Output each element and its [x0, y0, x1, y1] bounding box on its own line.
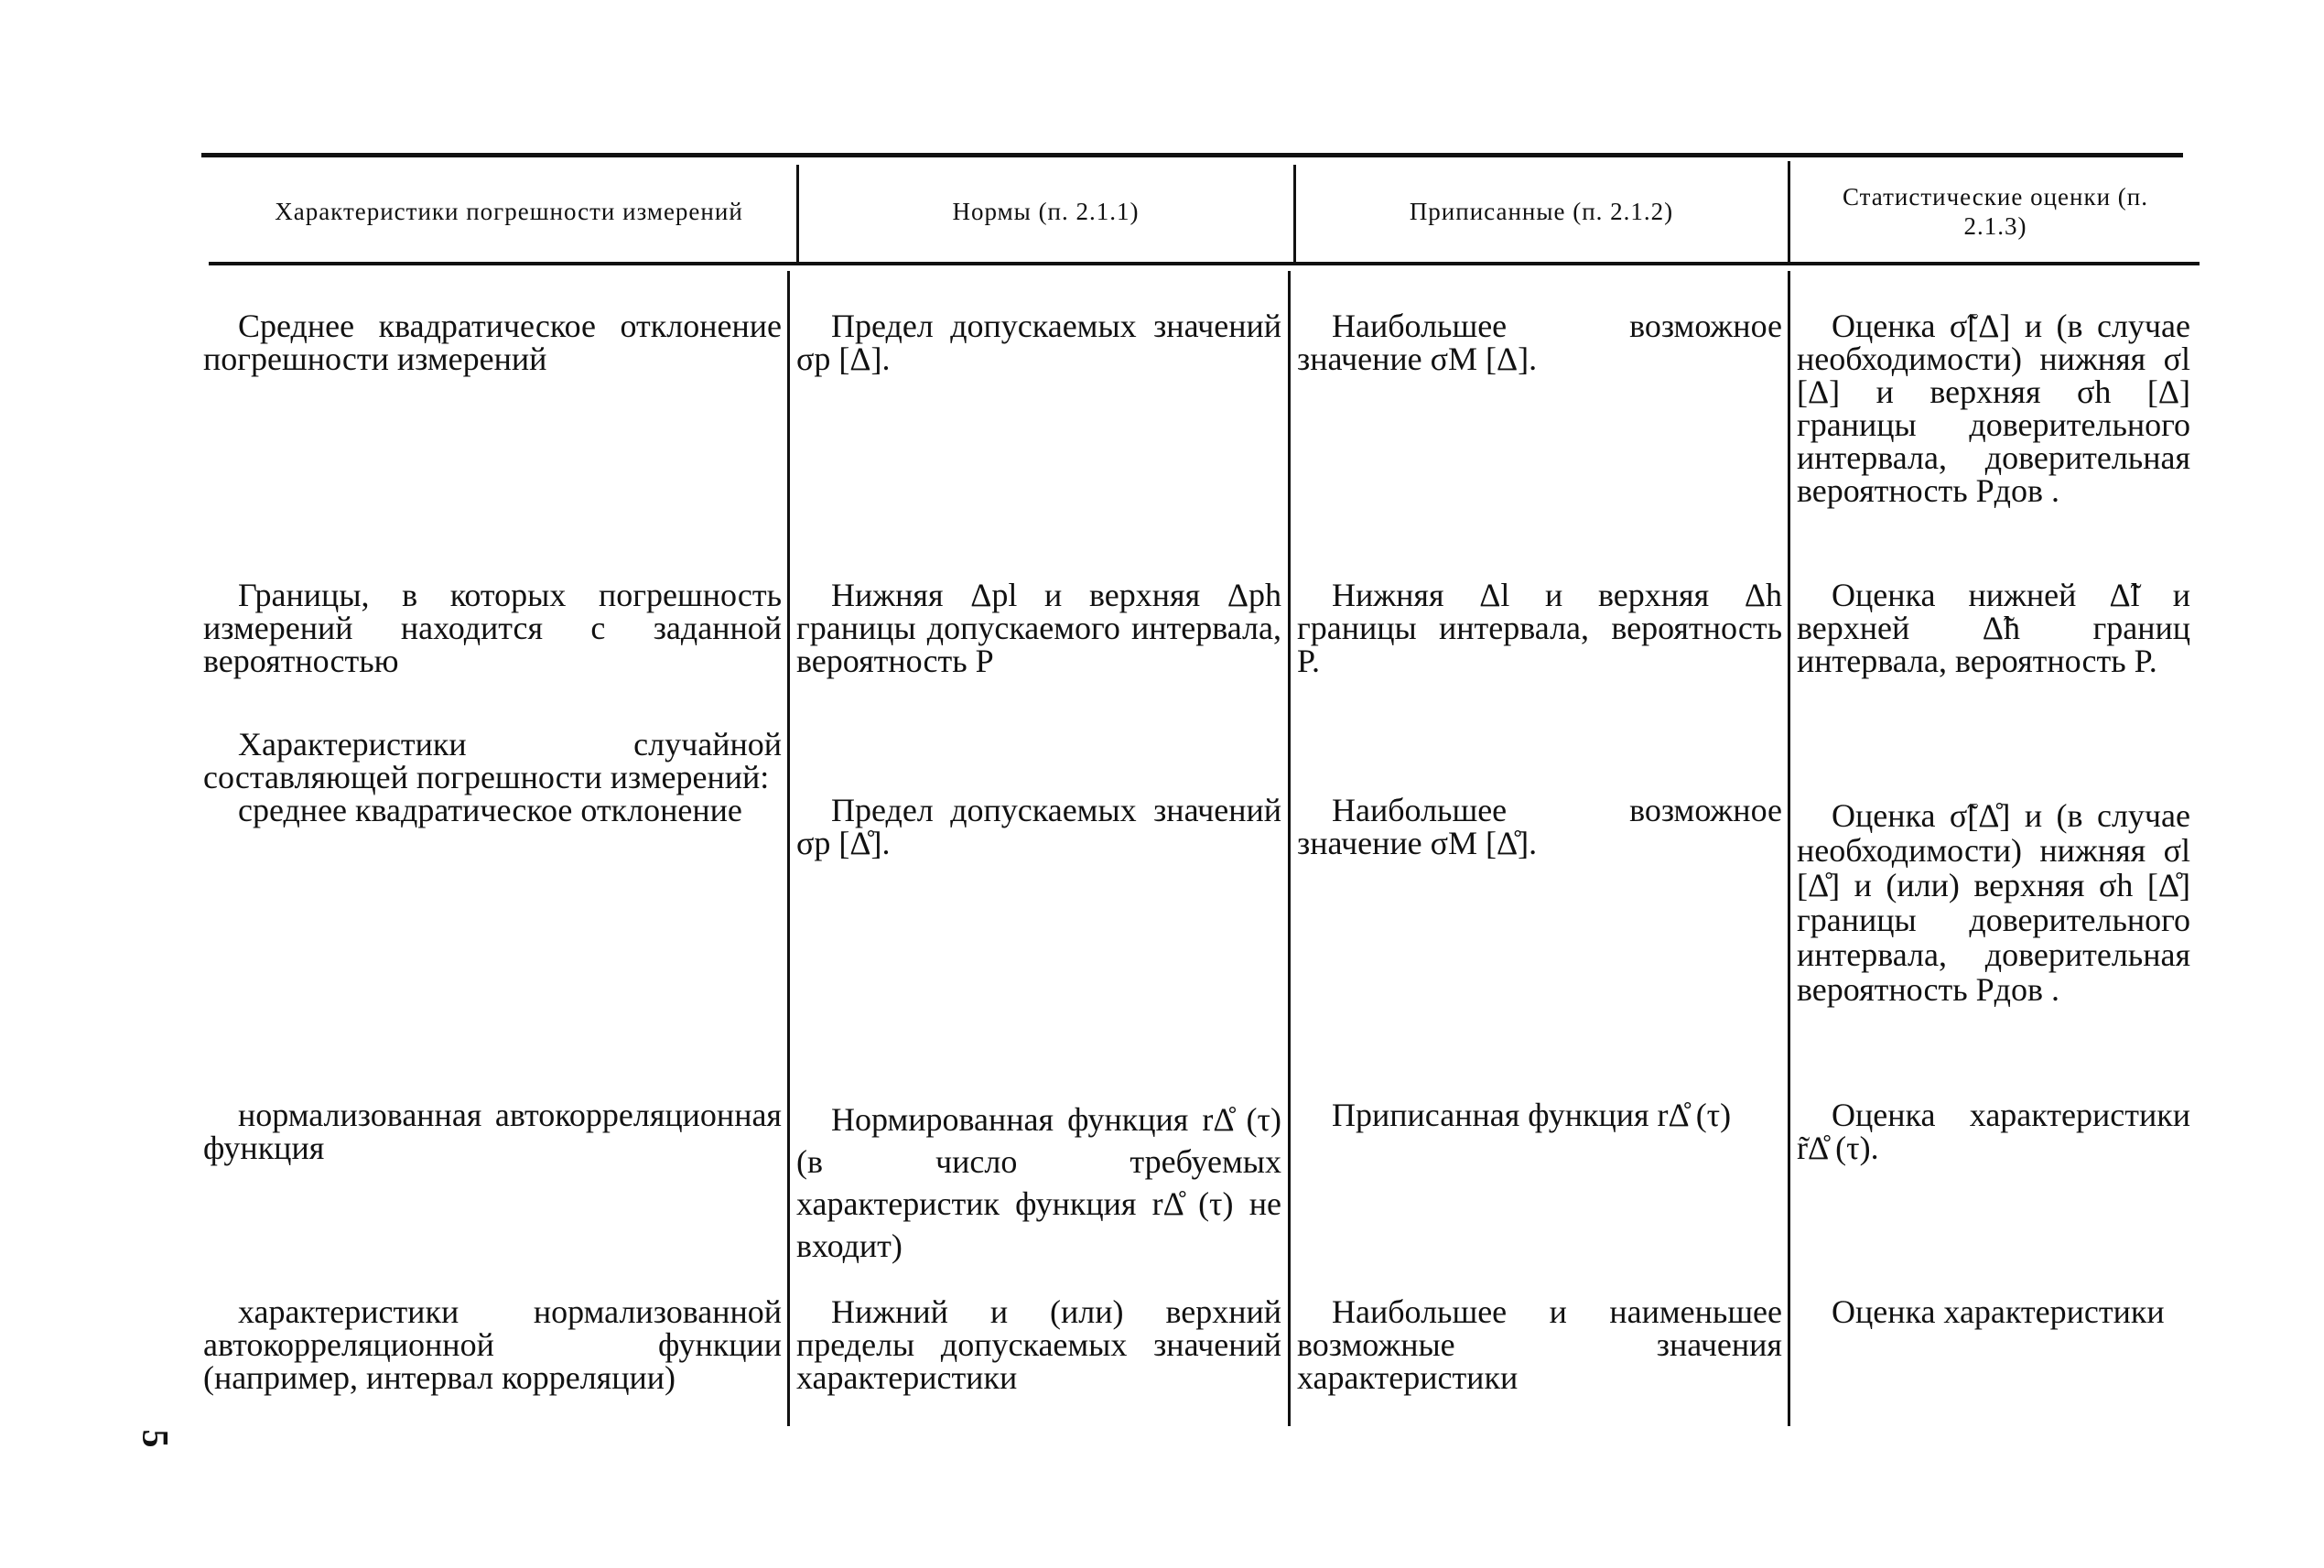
- cell-text: Наибольшее возможное значение σM [Δ̊].: [1297, 792, 1782, 861]
- table-cell: [203, 1295, 782, 1394]
- cell-text: Оценка σ̃[Δ] и (в случае необходимости) нижняя σl [Δ] и верхняя σh [Δ] границы доверительного интервала, доверительная вероятность Pдов .: [1797, 308, 2190, 509]
- table-cell: [1297, 579, 1782, 677]
- column-divider: [787, 271, 790, 1426]
- table-cell: [796, 309, 1281, 375]
- cell-text: Предел допускаемых значений σp [Δ̊].: [796, 792, 1281, 861]
- table-cell: [1297, 309, 1782, 375]
- table-cell: [203, 309, 782, 375]
- header-norms: [801, 163, 1291, 260]
- column-divider: [1288, 271, 1291, 1426]
- cell-title: Характеристики случайной составляющей погрешности измерений:: [203, 726, 782, 795]
- header-label: Характеристики погрешности измерений: [275, 198, 743, 225]
- table-cell: [796, 1295, 1281, 1394]
- cell-text: Наибольшее возможное значение σM [Δ].: [1297, 308, 1782, 377]
- table-cell: [796, 1098, 1281, 1267]
- header-label: Статистические оценки (п. 2.1.3): [1843, 183, 2148, 240]
- table-cell: [1797, 579, 2190, 677]
- cell-text: Приписанная функция rΔ̊ (τ): [1332, 1097, 1732, 1133]
- cell-text: Нормированная функция rΔ̊ (τ) (в число требуемых характеристик функция rΔ̊ (τ) не входит): [796, 1101, 1281, 1264]
- cell-text: Нижняя Δpl и верхняя Δph границы допускаемого интервала, вероятность P: [796, 577, 1281, 679]
- table-cell: [1297, 794, 1782, 860]
- cell-text: Границы, в которых погрешность измерений находится с заданной вероятностью: [203, 577, 782, 679]
- cell-text: Нижний и (или) верхний пределы допускаемых значений характеристики: [796, 1293, 1281, 1396]
- cell-text: Оценка характеристики: [1832, 1293, 2165, 1330]
- table-cell: [796, 579, 1281, 677]
- table-cell: [1797, 309, 2190, 507]
- table-cell: [1297, 1098, 1782, 1131]
- column-divider: [1788, 271, 1790, 1426]
- header-label: Нормы (п. 2.1.1): [952, 198, 1140, 225]
- column-divider: [796, 165, 799, 262]
- header-label: Приписанные (п. 2.1.2): [1409, 198, 1674, 225]
- table-cell: [1297, 1295, 1782, 1394]
- table-cell: [1797, 1295, 2190, 1328]
- header-assigned: [1298, 163, 1785, 260]
- column-divider: [1788, 161, 1790, 262]
- cell-text: Предел допускаемых значений σp [Δ].: [796, 308, 1281, 377]
- cell-text: среднее квадратическое отклонение: [238, 792, 742, 828]
- cell-text: Нижняя Δl и верхняя Δh границы интервала, вероятность P.: [1297, 577, 1782, 679]
- table-cell: [1797, 798, 2190, 1007]
- table-cell: [203, 728, 782, 827]
- cell-text: нормализованная автокорреляционная функция: [203, 1097, 782, 1166]
- table-cell: [1797, 1098, 2190, 1164]
- column-divider: [1293, 165, 1296, 262]
- cell-text: Оценка нижней Δ̃l и верхней Δ̃h границ интервала, вероятность P.: [1797, 577, 2190, 679]
- header-statistical: [1821, 163, 2169, 260]
- table-header-rule: [209, 262, 2200, 265]
- table-top-rule: [201, 153, 2183, 157]
- cell-text: Оценка σ̃[Δ̊] и (в случае необходимости) нижняя σl [Δ̊] и (или) верхняя σh [Δ̊] границы доверительного интервала, доверительная вероятность Pдов .: [1797, 797, 2190, 1008]
- header-characteristics: [229, 163, 789, 260]
- table-cell: [203, 1098, 782, 1164]
- cell-text: Среднее квадратическое отклонение погрешности измерений: [203, 308, 782, 377]
- cell-text: Наибольшее и наименьшее возможные значения характеристики: [1297, 1293, 1782, 1396]
- page-number: 5: [135, 1429, 177, 1448]
- table-cell: [203, 579, 782, 677]
- cell-text: характеристики нормализованной автокорреляционной функции (например, интервал корреляции): [203, 1293, 782, 1396]
- table-cell: [796, 794, 1281, 860]
- cell-text: Оценка характеристики r̃Δ̊ (τ).: [1797, 1097, 2190, 1166]
